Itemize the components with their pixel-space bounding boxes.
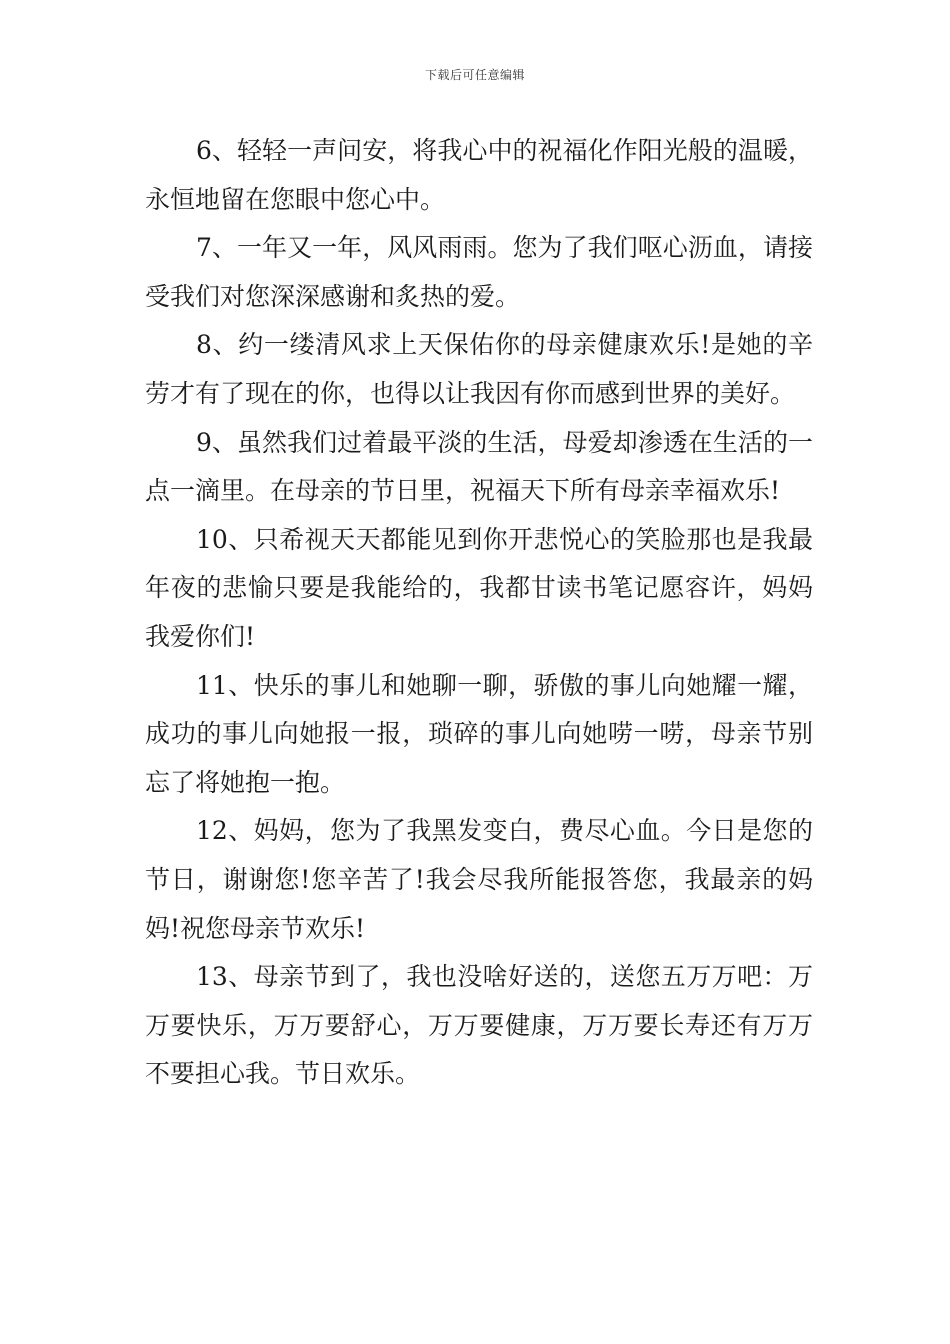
document-body — [145, 127, 813, 1099]
paragraph-13: 13、母亲节到了，我也没啥好送的，送您五万万吧：万万要快乐，万万要舒心，万万要健康，万万要长寿还有万万不要担心我。节日欢乐。 — [145, 962, 813, 1089]
paragraph-7: 7、一年又一年，风风雨雨。您为了我们呕心沥血，请接受我们对您深深感谢和炙热的爱。 — [145, 233, 813, 311]
paragraph-9: 9、虽然我们过着最平淡的生活，母爱却渗透在生活的一点一滴里。在母亲的节日里，祝福天下所有母亲幸福欢乐! — [145, 427, 813, 506]
paragraph-6: 6、轻轻一声问安，将我心中的祝福化作阳光般的温暖，永恒地留在您眼中您心中。 — [145, 136, 813, 214]
paragraph-8: 8、约一缕清风求上天保佑你的母亲健康欢乐!是她的辛劳才有了现在的你，也得以让我因有你而感到世界的美好。 — [145, 330, 813, 408]
page-header-note: 下载后可任意编辑 — [424, 68, 525, 82]
paragraph-12: 12、妈妈，您为了我黑发变白，费尽心血。今日是您的节日，谢谢您!您辛苦了!我会尽我所能报答您，我最亲的妈妈!祝您母亲节欢乐! — [145, 816, 813, 943]
paragraph-10: 10、只希视天天都能见到你开悲悦心的笑脸那也是我最年夜的悲愉只要是我能给的，我都甘读书笔记愿容许，妈妈我爱你们! — [145, 524, 813, 651]
paragraph-11: 11、快乐的事儿和她聊一聊，骄傲的事儿向她耀一耀，成功的事儿向她报一报，琐碎的事儿向她唠一唠，母亲节别忘了将她抱一抱。 — [145, 670, 813, 797]
